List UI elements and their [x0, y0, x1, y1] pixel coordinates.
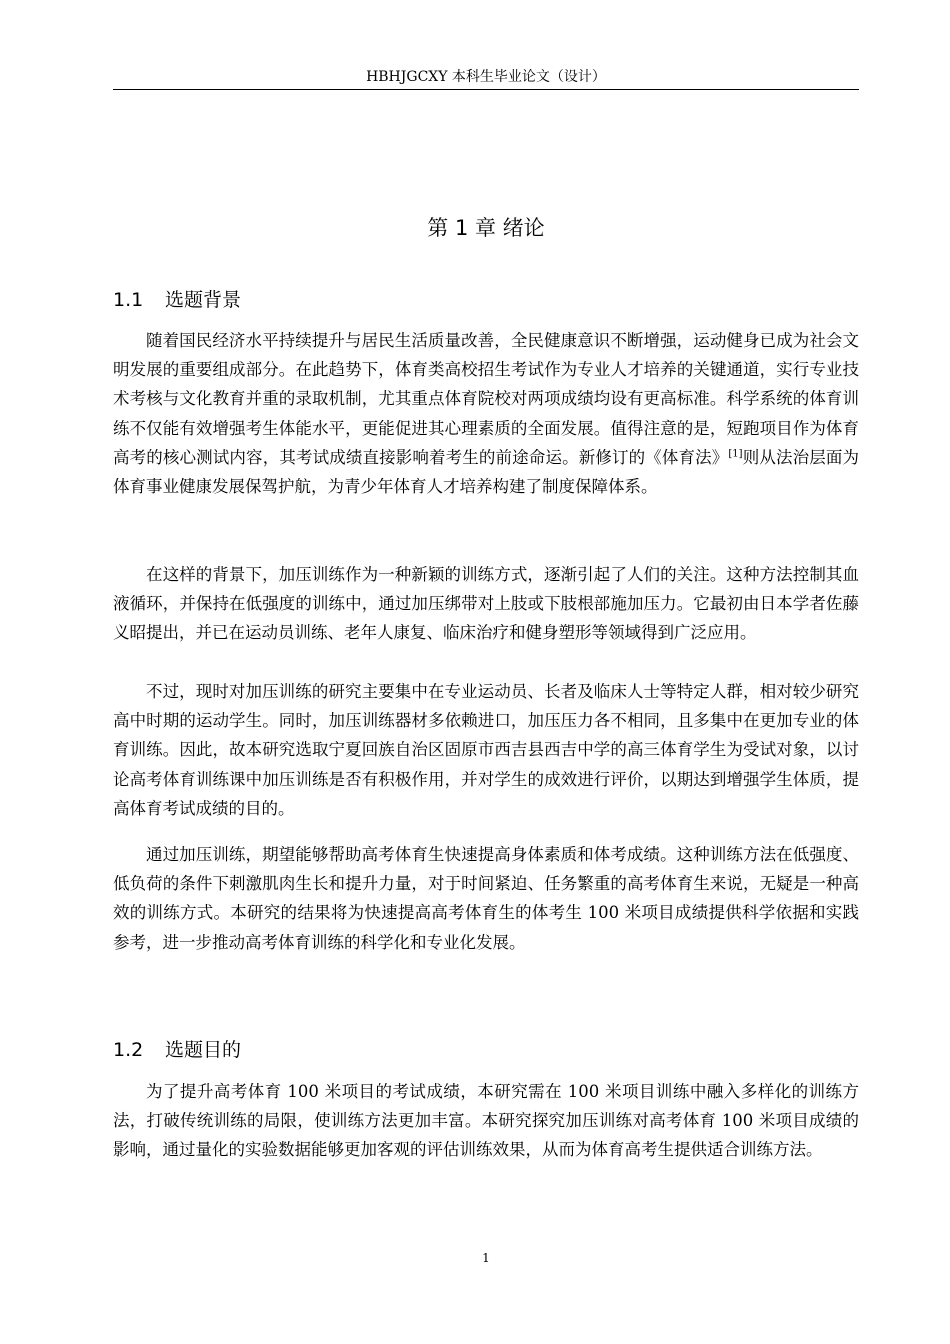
- header-rule: [113, 89, 859, 90]
- paragraph-text: 则从法治层面为体育事业健康发展保驾护航，为青少年体育人才培养构建了制度保障体系。: [113, 447, 860, 497]
- section-heading-1-1: [113, 286, 859, 314]
- page-number: 1: [482, 1251, 490, 1265]
- paragraph-background-3: 不过，现时对加压训练的研究主要集中在专业运动员、长者及临床人士等特定人群，相对较少研究高中时期的运动学生。同时，加压训练器材多依赖进口，加压压力各不相同，且多集中在更加专业的体育训练。因此，故本研究选取宁夏回族自治区固原市西吉县西吉中学的高三体育学生为受试对象，以讨论高考体育训练课中加压训练是否有积极作用，并对学生的成效进行评价，以期达到增强学生体质，提高体育考试成绩的目的。: [113, 682, 859, 818]
- paragraph-text: 随着国民经济水平持续提升与居民生活质量改善，全民健康意识不断增强，运动健身已成为社会文明发展的重要组成部分。在此趋势下，体育类高校招生考试作为专业人才培养的关键通道，实行专业技术考核与文化教育并重的录取机制，尤其重点体育院校对两项成绩均设有更高标准。科学系统的体育训练不仅能有效增强考生体能水平，更能促进其心理素质的全面发展。值得注意的是，短跑项目作为体育高考的核心测试内容，其考试成绩直接影响着考生的前途命运。新修订的《体育法》: [113, 331, 859, 467]
- section-number: 1.2: [113, 1039, 144, 1061]
- paragraph-background-2: 在这样的背景下，加压训练作为一种新颖的训练方式，逐渐引起了人们的关注。这种方法控制其血液循环，并保持在低强度的训练中，通过加压绑带对上肢或下肢根部施加压力。它最初由日本学者佐藤义昭提出，并已在运动员训练、老年人康复、临床治疗和健身塑形等领域得到广泛应用。: [113, 565, 859, 643]
- section-heading-1-2: [113, 1036, 859, 1064]
- paragraph-background-1: [113, 326, 859, 501]
- chapter-title: 第 1 章 绪论: [427, 216, 545, 240]
- paragraph-purpose-1: 为了提升高考体育 100 米项目的考试成绩，本研究需在 100 米项目训练中融入多样化的训练方法，打破传统训练的局限，使训练方法更加丰富。本研究探究加压训练对高考体育 100 米项目成绩的影响，通过量化的实验数据能够更加客观的评估训练效果，从而为体育高考生提供适合训练方法。: [113, 1082, 859, 1160]
- section-title: 选题背景: [165, 289, 242, 311]
- paragraph-background-4: 通过加压训练，期望能够帮助高考体育生快速提高身体素质和体考成绩。这种训练方法在低强度、低负荷的条件下刺激肌肉生长和提升力量，对于时间紧迫、任务繁重的高考体育生来说，无疑是一种高效的训练方式。本研究的结果将为快速提高高考体育生的体考生 100 米项目成绩提供科学依据和实践参考，进一步推动高考体育训练的科学化和专业化发展。: [113, 845, 859, 952]
- running-header: HBHJGCXY 本科生毕业论文（设计）: [366, 69, 606, 85]
- section-number: 1.1: [113, 289, 144, 311]
- section-title: 选题目的: [165, 1039, 242, 1061]
- citation-ref[interactable]: [1]: [728, 448, 743, 460]
